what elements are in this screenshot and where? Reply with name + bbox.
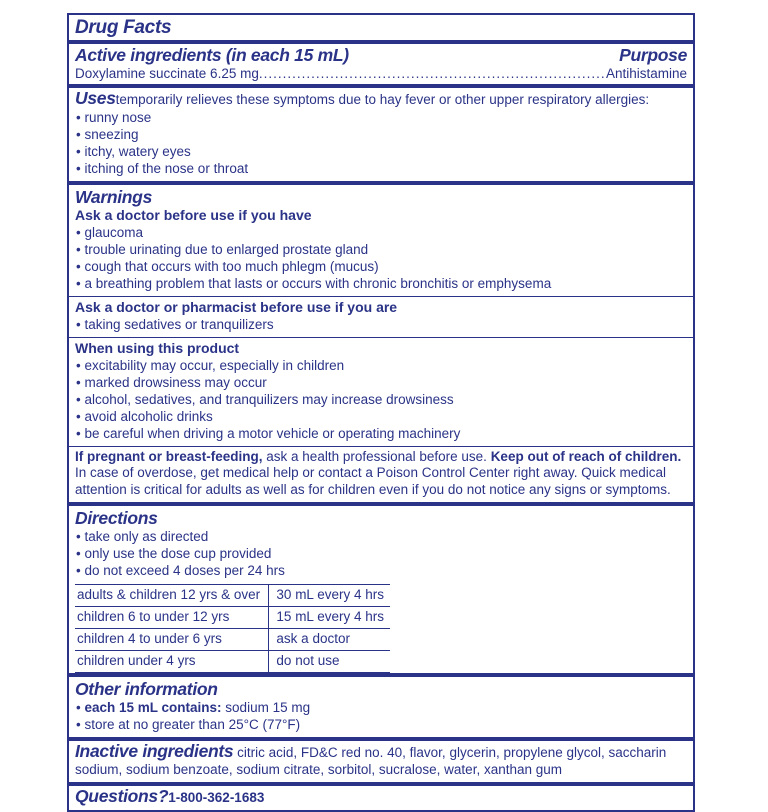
dosage-age: children 6 to under 12 yrs [75,607,269,629]
other-information-section [69,677,693,737]
other-info-bold-lead: each 15 mL contains: [84,700,222,715]
when-using-heading: When using this product [75,339,240,356]
questions-section [69,786,693,810]
warnings-heading: Warnings [75,186,153,207]
directions-item: • do not exceed 4 doses per 24 hrs [75,562,687,579]
active-ingredient-purpose: Antihistamine [605,66,687,81]
ask-doctor-item: • cough that occurs with too much phlegm (mucus) [75,258,687,275]
warnings-section [69,185,693,296]
dosage-amount: ask a doctor [269,629,390,651]
active-ingredients-heading-row [69,44,693,66]
uses-item: • runny nose [75,109,687,126]
uses-item: • itchy, watery eyes [75,143,687,160]
dosage-table [75,584,390,673]
uses-section [69,88,693,181]
page-title: Drug Facts [75,17,172,38]
ask-doctor-item: • a breathing problem that lasts or occurs with chronic bronchitis or emphysema [75,275,687,292]
uses-item: • itching of the nose or throat [75,160,687,177]
when-using-section [69,338,693,446]
when-using-item: • excitability may occur, especially in children [75,357,687,374]
table-row [75,629,390,651]
directions-item: • only use the dose cup provided [75,545,687,562]
dot-leader [259,66,606,82]
purpose-heading: Purpose [619,45,687,65]
inactive-ingredients-list: citric acid, FD&C red no. 40, flavor, glycerin, propylene glycol, saccharin sodium, sodium benzoate, sodium citrate, sorbitol, sucralose, water, xanthan gum [75,745,667,777]
pregnancy-bold-lead: If pregnant or breast-feeding, [75,448,263,464]
other-information-item [75,699,687,716]
ask-pharmacist-heading: Ask a doctor or pharmacist before use if you are [75,298,398,315]
ask-pharmacist-section [69,297,693,337]
directions-heading: Directions [75,508,158,528]
overdose-text: In case of overdose, get medical help or contact a Poison Control Center right away. Quick medical attention is critical for adults as well as for children even if you do not notice any signs or symptoms. [75,465,671,497]
when-using-item: • avoid alcoholic drinks [75,408,687,425]
other-info-sodium: sodium 15 mg [221,700,311,715]
table-row [75,607,390,629]
ask-doctor-heading: Ask a doctor before use if you have [75,206,312,223]
directions-item: • take only as directed [75,528,687,545]
inactive-ingredients-heading: Inactive ingredients [75,741,234,761]
dosage-age: children under 4 yrs [75,651,269,673]
when-using-item: • marked drowsiness may occur [75,374,687,391]
active-ingredient-name: Doxylamine succinate 6.25 mg [75,66,259,81]
other-information-heading: Other information [75,679,218,699]
when-using-item: • alcohol, sedatives, and tranquilizers may increase drowsiness [75,391,687,408]
uses-heading-line [75,90,687,109]
questions-phone-number[interactable]: 1-800-362-1683 [168,790,265,805]
table-row [75,651,390,673]
table-row [75,585,390,607]
pregnancy-overdose-section [69,447,693,503]
pregnancy-overdose-paragraph [75,449,687,499]
keep-out-of-reach-bold: Keep out of reach of children. [490,448,682,464]
active-ingredient-row [69,66,693,84]
other-information-item: • store at no greater than 25°C (77°F) [75,716,687,733]
questions-line [75,788,687,807]
uses-item: • sneezing [75,126,687,143]
questions-heading: Questions? [75,786,169,806]
active-ingredients-section [69,44,693,84]
uses-heading: Uses [75,88,116,108]
dosage-age: adults & children 12 yrs & over [75,585,269,607]
pregnancy-text-1: ask a health professional before use. [262,448,491,464]
ask-pharmacist-item: • taking sedatives or tranquilizers [75,316,687,333]
inactive-ingredients-paragraph [75,743,687,778]
dosage-age: children 4 to under 6 yrs [75,629,269,651]
ask-doctor-item: • glaucoma [75,224,687,241]
uses-intro: temporarily relieves these symptoms due to hay fever or other upper respiratory allergies: [115,92,650,107]
inactive-ingredients-section [69,741,693,782]
ask-doctor-item: • trouble urinating due to enlarged prostate gland [75,241,687,258]
directions-section [69,506,693,582]
dosage-amount: 15 mL every 4 hrs [269,607,390,629]
drug-facts-panel [67,13,695,812]
when-using-item: • be careful when driving a motor vehicle or operating machinery [75,425,687,442]
dosage-amount: 30 mL every 4 hrs [269,585,390,607]
dosage-amount: do not use [269,651,390,673]
active-ingredients-heading: Active ingredients (in each 15 mL) [75,45,349,65]
